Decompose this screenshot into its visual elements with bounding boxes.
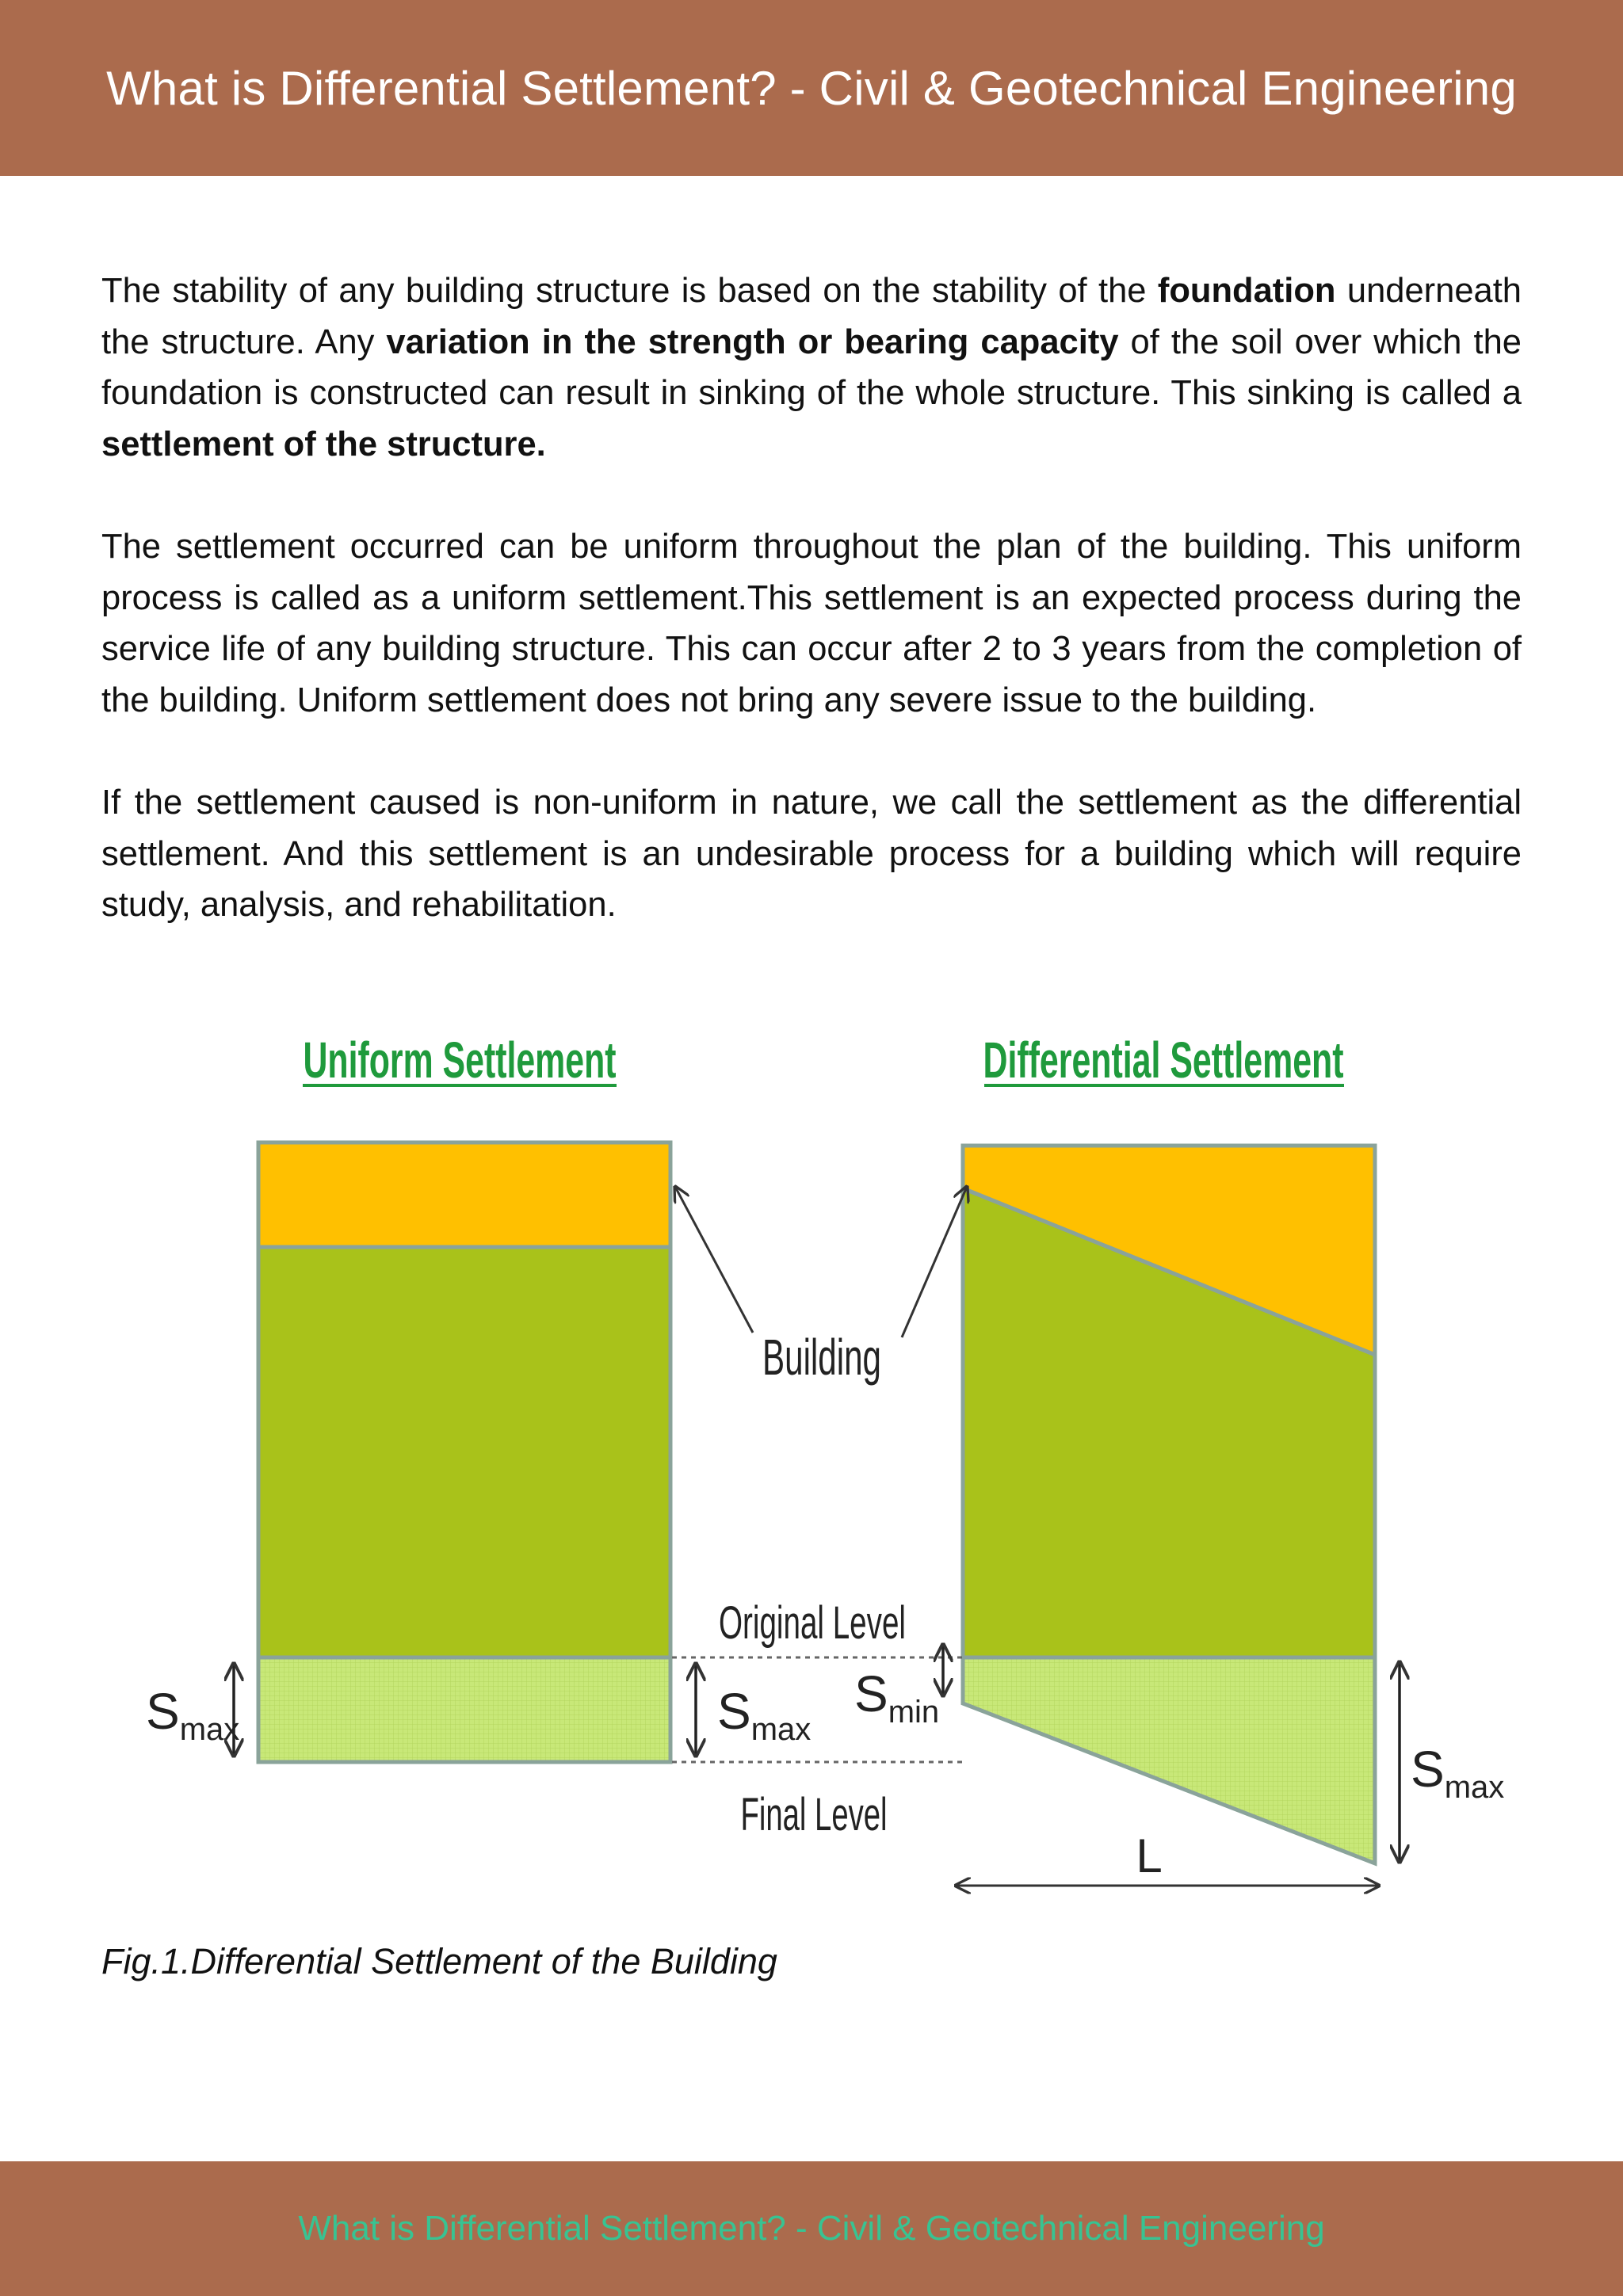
p1-bold-foundation: foundation (1157, 272, 1336, 310)
differential-settlement-title: Differential Settlement (983, 1032, 1344, 1089)
uniform-settled-zone (258, 1657, 670, 1762)
article-body (101, 265, 1522, 982)
paragraph-1 (101, 265, 1522, 470)
p1-text-1: The stability of any building structure is based on the stability of the (101, 272, 1158, 310)
building-pointer-right (902, 1187, 967, 1337)
settlement-figure (127, 1006, 1506, 1925)
final-level-label: Final Level (740, 1789, 888, 1840)
uniform-settlement-title: Uniform Settlement (303, 1032, 617, 1089)
uniform-building-body (258, 1247, 670, 1657)
p1-text-2: underneath the structure. Any (101, 272, 1522, 361)
original-level-label: Original Level (719, 1597, 906, 1649)
figure-caption: Fig.1.Differential Settlement of the Building (101, 1941, 777, 1981)
svg-text:Smax: $S_{max}$ (1411, 1741, 1505, 1805)
page-header (0, 0, 1623, 176)
building-pointer-left (675, 1187, 753, 1333)
differential-settled-zone (963, 1657, 1375, 1863)
smin-label (854, 1665, 939, 1730)
uniform-roof (258, 1142, 670, 1247)
page-title: What is Differential Settlement? - Civil & Geotechnical Engineering (106, 61, 1517, 115)
smax-label-differential (1411, 1741, 1504, 1805)
p1-bold-settlement: settlement of the structure. (101, 425, 546, 463)
settlement-diagram (127, 1006, 1506, 1925)
p1-text-3: of the soil over which the foundation is constructed can result in sinking of the whole structure. This sinking is called a (101, 322, 1522, 412)
building-label: Building (762, 1329, 881, 1386)
length-label: L (1136, 1829, 1163, 1882)
svg-text:Smax: $S_{max}$ (146, 1683, 240, 1747)
footer-title: What is Differential Settlement? - Civil & Geotechnical Engineering (298, 2209, 1325, 2248)
smax-label-uniform-left (146, 1683, 239, 1747)
page-footer (0, 2161, 1623, 2296)
svg-text:Smin: $S_{min}$ (854, 1665, 940, 1730)
paragraph-2: The settlement occurred can be uniform throughout the plan of the building. This uniform process is called as a uniform settlement.This settlement is an expected process during the service life of any building structure. This can occur after 2 to 3 years from the completion of the building. Uniform settlement does not bring any severe issue to the building. (101, 528, 1522, 719)
paragraph-3: If the settlement caused is non-uniform in nature, we call the settlement as the differential settlement. And this settlement is an undesirable process for a building which will require study, analysis, and rehabilitation. (101, 784, 1522, 924)
smax-label-uniform-right (717, 1683, 811, 1747)
p1-bold-variation: variation in the strength or bearing capacity (386, 322, 1119, 361)
svg-text:Smax: $S_{max}$ (717, 1683, 812, 1747)
